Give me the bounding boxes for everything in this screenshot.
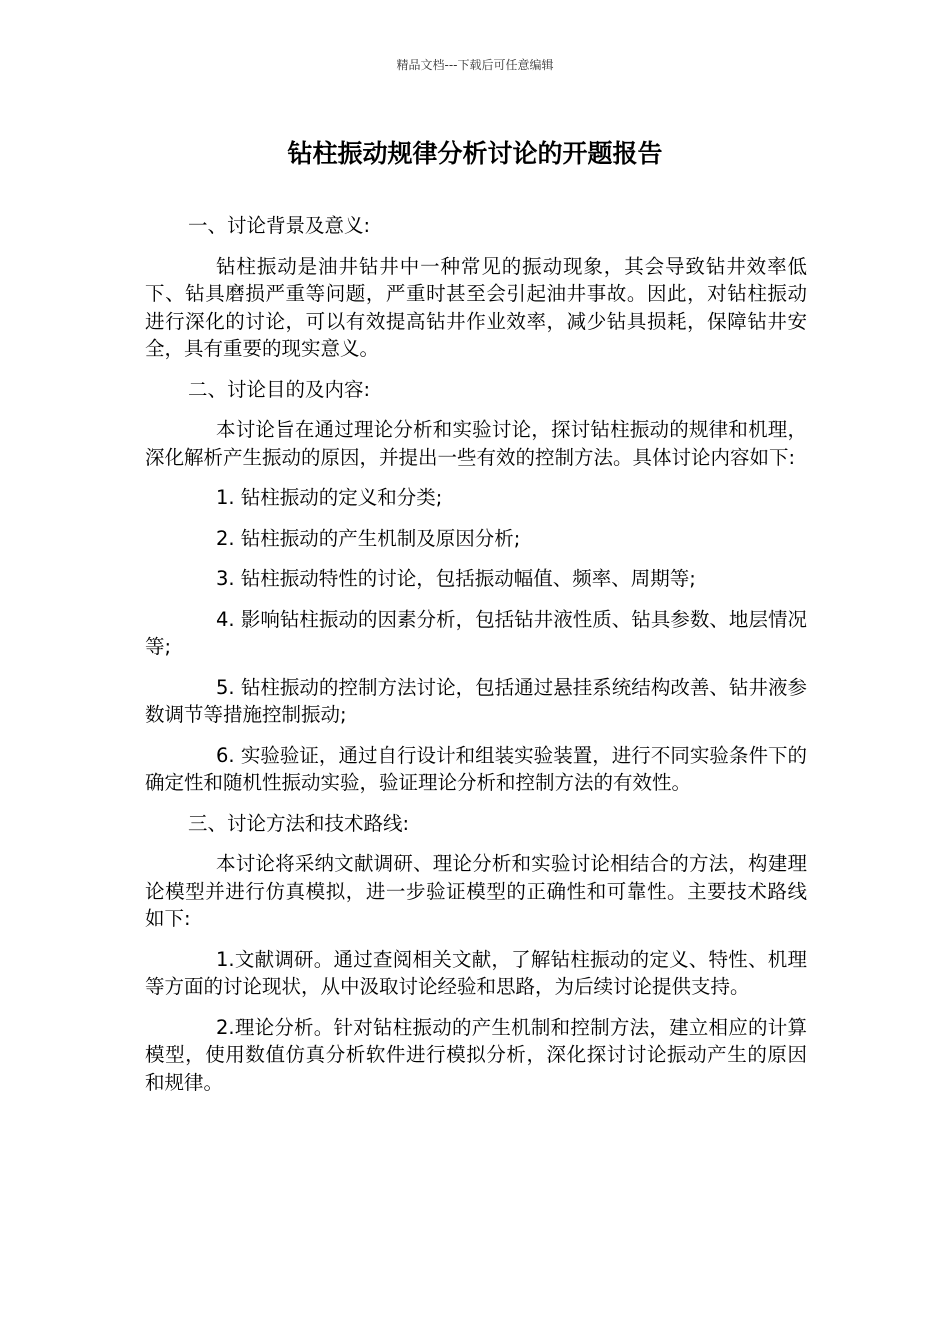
paragraph: 钻柱振动是油井钻井中一种常见的振动现象，其会导致钻井效率低下、钻具磨损严重等问题，严重时甚至会引起油井事故。因此，对钻柱振动进行深化的讨论，可以有效提高钻井作业效率，减少钻具损耗，保障钻井安全，具有重要的现实意义。 [145,254,807,360]
list-item: 4. 影响钻柱振动的因素分析，包括钻井液性质、钻具参数、地层情况等; [145,607,807,658]
list-item: 1.文献调研。通过查阅相关文献，了解钻柱振动的定义、特性、机理等方面的讨论现状，从中汲取讨论经验和思路，为后续讨论提供支持。 [145,947,807,998]
document-title: 钻柱振动规律分析讨论的开题报告 [287,139,663,168]
section-heading-background: 一、讨论背景及意义: [188,214,371,237]
list-item: 3. 钻柱振动特性的讨论，包括振动幅值、频率、周期等; [216,567,696,590]
list-item: 1. 钻柱振动的定义和分类; [216,486,443,509]
section-heading-purpose: 二、讨论目的及内容: [188,377,371,401]
section-heading-methods: 三、讨论方法和技术路线: [188,811,410,835]
header-note: 精品文档---下载后可任意编辑 [396,58,554,72]
document-body [145,212,807,1109]
list-item: 2.理论分析。针对钻柱振动的产生机制和控制方法，建立相应的计算模型，使用数值仿真分析软件进行模拟分析，深化探讨讨论振动产生的原因和规律。 [145,1015,807,1094]
list-item: 6. 实验验证，通过自行设计和组装实验装置，进行不同实验条件下的确定性和随机性振动实验，验证理论分析和控制方法的有效性。 [145,743,807,794]
list-item: 5. 钻柱振动的控制方法讨论，包括通过悬挂系统结构改善、钻井液参数调节等措施控制振动; [145,675,807,726]
list-item: 2. 钻柱振动的产生机制及原因分析; [216,526,521,550]
paragraph: 本讨论将采纳文献调研、理论分析和实验讨论相结合的方法，构建理论模型并进行仿真模拟，进一步验证模型的正确性和可靠性。主要技术路线如下: [145,852,807,930]
paragraph: 本讨论旨在通过理论分析和实验讨论，探讨钻柱振动的规律和机理，深化解析产生振动的原因，并提出一些有效的控制方法。具体讨论内容如下: [145,418,807,469]
